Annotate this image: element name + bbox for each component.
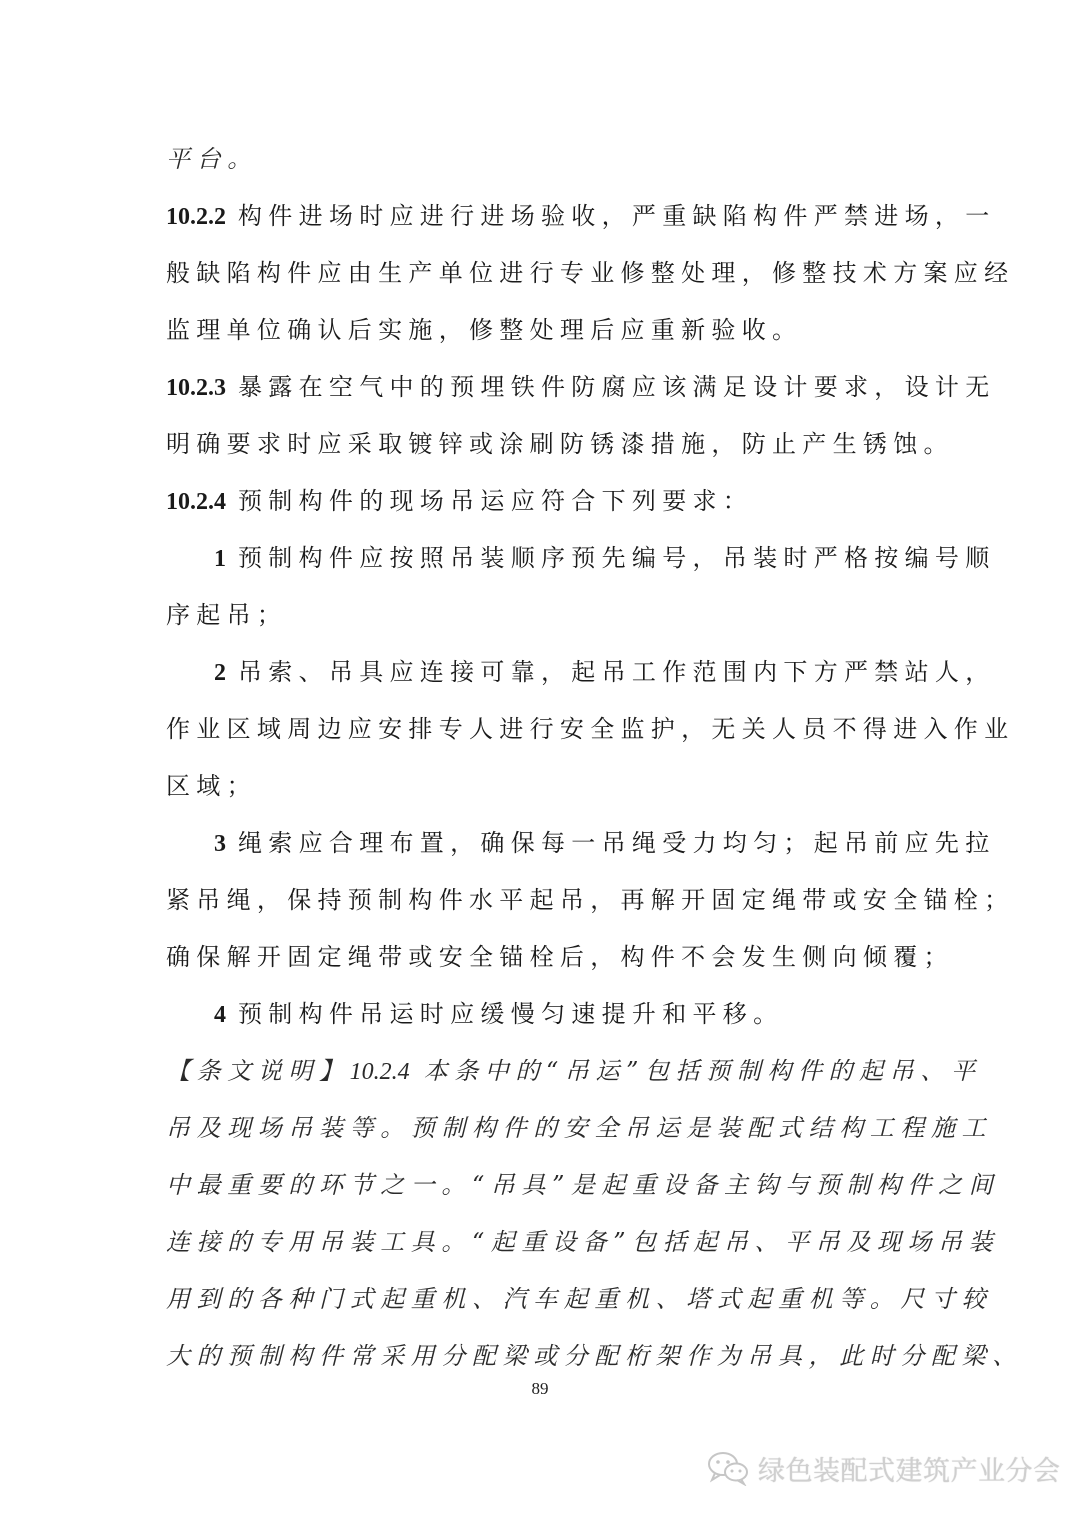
item-number: 4 <box>214 1002 226 1028</box>
text-line: 连接的专用吊装工具。“起重设备”包括起吊、平吊及现场吊装 <box>166 1228 1000 1256</box>
list-item-1: 1 预制构件应按照吊装顺序预先编号，吊装时严格按编号顺 <box>214 544 996 572</box>
watermark-text: 绿色装配式建筑产业分会 <box>758 1455 1061 1487</box>
item-number: 3 <box>214 831 226 857</box>
clause-number: 10.2.2 <box>166 204 226 230</box>
wechat-icon <box>706 1450 750 1486</box>
text-line: 作业区域周边应安排专人进行安全监护，无关人员不得进入作业 <box>166 715 1015 743</box>
commentary-heading: 【条文说明】10.2.4 本条中的“吊运”包括预制构件的起吊、平 <box>166 1057 982 1085</box>
page-number: 89 <box>531 1379 549 1398</box>
commentary-label: 【条文说明】 <box>166 1057 350 1085</box>
clause-number: 10.2.3 <box>166 375 226 401</box>
text-line: 般缺陷构件应由生产单位进行专业修整处理，修整技术方案应经 <box>166 259 1015 287</box>
list-item-2: 2 吊索、吊具应连接可靠，起吊工作范围内下方严禁站人， <box>214 658 996 686</box>
list-item-4: 4 预制构件吊运时应缓慢匀速提升和平移。 <box>214 1000 784 1028</box>
item-number: 1 <box>214 546 226 572</box>
item-number: 2 <box>214 660 226 686</box>
clause-10-2-4: 10.2.4 预制构件的现场吊运应符合下列要求： <box>166 487 754 515</box>
text-line: 确保解开固定绳带或安全锚栓后，构件不会发生侧向倾覆； <box>166 943 954 971</box>
clause-10-2-2: 10.2.2 构件进场时应进行进场验收，严重缺陷构件严禁进场，一 <box>166 202 996 230</box>
text-line: 紧吊绳，保持预制构件水平起吊，再解开固定绳带或安全锚栓； <box>166 886 1015 914</box>
text-line: 平台。 <box>166 145 258 173</box>
text-line: 吊及现场吊装等。预制构件的安全吊运是装配式结构工程施工 <box>166 1114 993 1142</box>
clause-number: 10.2.4 <box>166 489 226 515</box>
text-line: 区域； <box>166 772 257 800</box>
text-line: 用到的各种门式起重机、汽车起重机、塔式起重机等。尺寸较 <box>166 1285 993 1313</box>
text-line: 监理单位确认后实施，修整处理后应重新验收。 <box>166 316 803 344</box>
text-line: 明确要求时应采取镀锌或涂刷防锈漆措施，防止产生锈蚀。 <box>166 430 954 458</box>
watermark <box>706 1448 1061 1488</box>
text-line: 序起吊； <box>166 601 288 629</box>
text-line: 大的预制构件常采用分配梁或分配桁架作为吊具，此时分配梁、 <box>166 1342 1023 1370</box>
text-line: 中最重要的环节之一。“吊具”是起重设备主钩与预制构件之间 <box>166 1171 1000 1199</box>
list-item-3: 3 绳索应合理布置，确保每一吊绳受力均匀；起吊前应先拉 <box>214 829 996 857</box>
clause-number: 10.2.4 <box>349 1059 410 1085</box>
clause-10-2-3: 10.2.3 暴露在空气中的预埋铁件防腐应该满足设计要求，设计无 <box>166 373 996 401</box>
